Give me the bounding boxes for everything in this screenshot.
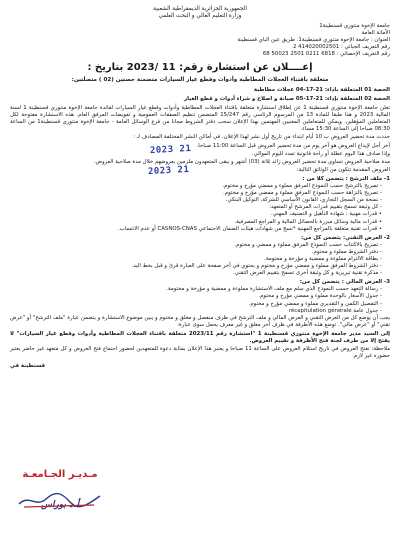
list-item: - جدول عامة récapitulation générale <box>288 307 382 314</box>
list-item: • قدرات مهنية : شهادة التأهيل و التصنيف المهني. <box>270 211 382 218</box>
document-header <box>10 6 390 21</box>
section-candidature-title: 1- ملف الترشح : يتضمن كلا من : <box>302 175 390 182</box>
section-technical-list <box>10 242 390 277</box>
section-technical-title: 2- العرض التقني: يتضمن كل من: <box>301 234 390 241</box>
paragraph-envelopes: يجب أن يوضع كل من العرض التقني و العرض المالي و ملف الترشح في ظرف منفصل و مغلق و مختوم و يبين موضوع الاستشارة و يتضمن عبارة "ملف الترشح" أو "عرض تقني" أو "عرض مالي". توضع هذه الأظرفة في ظرف آخر مغلق و غير معرف يحمل سوى عبارة: <box>10 314 390 328</box>
list-item: - رسالة التعهد حسب النموذج الذي سلم مع ملف الاستشارة مملوءة و ممضية و مؤرخة و مختومة. <box>166 286 382 293</box>
director-stamp <box>12 468 108 538</box>
ministry-name: وزارة التعليم العالي و البحث العلمي <box>158 13 242 20</box>
lot-2: الحصة 02 المتعلقة بإداء: 21-17-05 صيانة و اصلاح و شراء أدوات و قطع الغيار <box>184 96 390 102</box>
list-item: - جدول الأسعار بالوحدة مملوء و ممضي مؤرخ و مختوم. <box>258 293 382 300</box>
handwritten-date-2: 21 2023 <box>147 164 190 178</box>
list-item: - تصريح بالنزاهة حسب النموذج المرفق مملوء و ممضي مؤرخ و مختوم. <box>223 190 382 197</box>
list-item: • قدرات تقنية متعلقة بالمراجع المهنية *نسخ من شهادات هيئات الضمان الاجتماعي CASNOS-CNAS أو عدم الانتساب. <box>117 225 382 232</box>
lot-1: الحصة 01 المتعلقة باداء: 21-17-04 عجلات مطاطية <box>253 86 390 93</box>
paragraph-intro: تعلن جامعة الإخوة منتوري قسنطينة 1 عن إطلاق استشارة متعلقة باقتناء العجلات المطاطية وأدوات وقطع غيار السيارات لفائدة جامعة الإخوة منتوري قسنطينة 1 لسنة المالية 2023 و هذا طبقا للمادة 13 من المرسوم الرئاسي رقم 15/247 المتضمن تنظيم الصفقات العمومية و تفويضات المرفق العام. هذه الاستشارة مفتوحة لكل المتعاملين المؤهلين. ويمكن للمتعاملين المعنيين المهتمين بهذا الإعلان سحب دفتر الشروط مجانا من فرع الوسائل العامة - جامعة الإخوة منتوري قسنطينة1 من الساعة 08:30 صباحا إلى الساعة 15:30 مساء. <box>10 105 391 133</box>
list-item: - دفتر الشروط مملوء و مختوم. <box>311 248 382 255</box>
university-name: جامعة الإخوة منتوري قسنطينة1 <box>319 22 390 29</box>
paragraph-addressee: إلى السيد مدير جامعة الإخوة منتوري قسنطينة 1 "استشارة رقم 2023/11 متعلقة باقتناء العجلات المطاطية وأدوات وقطع غيار السيارات" لا يفتح إلا من طرف لجنة فتح الأظرفة و تقييم العروض. <box>10 330 391 344</box>
section-financial-list <box>10 286 390 314</box>
paragraph-note: ملاحظة: تفتح العروض في تاريخ استلام العروض على الساعة 11 صباحا و يعتبر هذا الإعلان بمثابة دعوة للمتعهدين لحضور اجتماع فتح العروض و كل متعهد غير حاضر يعتبر حضوره غير لازم. <box>10 346 390 360</box>
direction-name: الأمانة العامة <box>361 29 390 36</box>
paragraph-documents: العروض المقدمة تتكون من الوثائق التالية: <box>296 166 390 173</box>
stamp-title: مـديـر الجـامعـة <box>22 469 98 480</box>
section-candidature-list <box>10 183 390 233</box>
paragraph-holiday: وإذا صادف هذا اليوم عطلة أو راحة قانونية تمدد لليوم الموالي. <box>251 150 390 157</box>
title-main: إعــــلان عن استشارة رقم: 11 /2023 بتاريخ : <box>87 61 313 73</box>
list-item: - كل وثيقة تسمح بتقييم قدرات المرشح أو المتعهد: <box>269 204 382 211</box>
signature-icon <box>14 490 104 510</box>
republic-name: الجمهورية الجزائرية الديمقراطية الشعبية <box>153 6 247 12</box>
list-item: - بطاقة الالتزام مملوءة و ممضية و مؤرخة و مختومة. <box>264 255 382 262</box>
list-item: - تصريح بالترشح حسب النموذج المرفق مملوء و ممضي مؤرخ و مختوم. <box>222 183 382 190</box>
place-date-line: قسنطينة في <box>10 363 45 370</box>
stat-id-line: رقم التعريف الإحصائي : 6818 0211 2501 50023 68 <box>262 50 390 57</box>
institution-block <box>10 23 390 58</box>
list-item: - نسخة من السجل التجاري، القانون الأساسي للشركة، التوكيل البنكي. <box>225 197 382 204</box>
announcement-title <box>10 62 390 74</box>
paragraph-deadline: آخر أجل لإيداع العروض هو آخر يوم من مدة تحضير العروض قبل الساعة 11:00 صباحا. <box>196 142 390 149</box>
list-item: - مذكرة تقنية تبريرية و كل وثيقة أخرى تسمح بتقييم العرض التقني. <box>233 270 382 277</box>
tax-id-line: رقم التعريف الجبائي : 414020002501 2 <box>292 43 390 50</box>
paragraph-preparation: حددت مدة تحضير العروض ب 10 أيام ابتداء من تاريخ أول نشر لهذا الإعلان، في أماكن النشر المختلفة المصادف لـ : <box>133 134 390 141</box>
list-item: - التفصيل الكمي و التقديري مملوء و ممضي مؤرخ و مختوم. <box>248 300 382 307</box>
announcement-subtitle: متعلقة باقتناء العجلات المطاطية وأدوات وقطع غيار السيارات متضمنة حصتين (02 ) متصلتين: <box>71 76 329 83</box>
address-line: العنوان : جامعة الإخوة منتوري قسنطينة1. طريق عين الباي قسنطينة <box>237 36 390 43</box>
stamp-name: أ.د بوراس <box>40 500 80 510</box>
list-item: - تصريح بالاكتتاب حسب النموذج المرفق مملوء و ممضي و مختوم. <box>234 241 382 248</box>
paragraph-validity: مدة صلاحية العروض تساوي مدة تحضير العروض زائد ثلاثة (03) أشهر و يبقى المتعهدون ملزمين بعروضهم خلال مدة صلاحية العروض. <box>93 158 390 165</box>
handwritten-date-1: 21 2023 <box>149 143 192 157</box>
list-item: - دفتر الشروط المرفق مملوء و ممضي مؤرخ و مختوم و يحتوي في آخر صفحة على العبارة قرئ و قبل بخط اليد. <box>131 263 382 270</box>
section-financial-title: 3- العرض المالي : يتضمن كل من: <box>299 279 390 286</box>
list-item: • قدرات مالية وسائل مبررة بالحصائل المالية و المراجع المصرفية. <box>234 218 382 225</box>
